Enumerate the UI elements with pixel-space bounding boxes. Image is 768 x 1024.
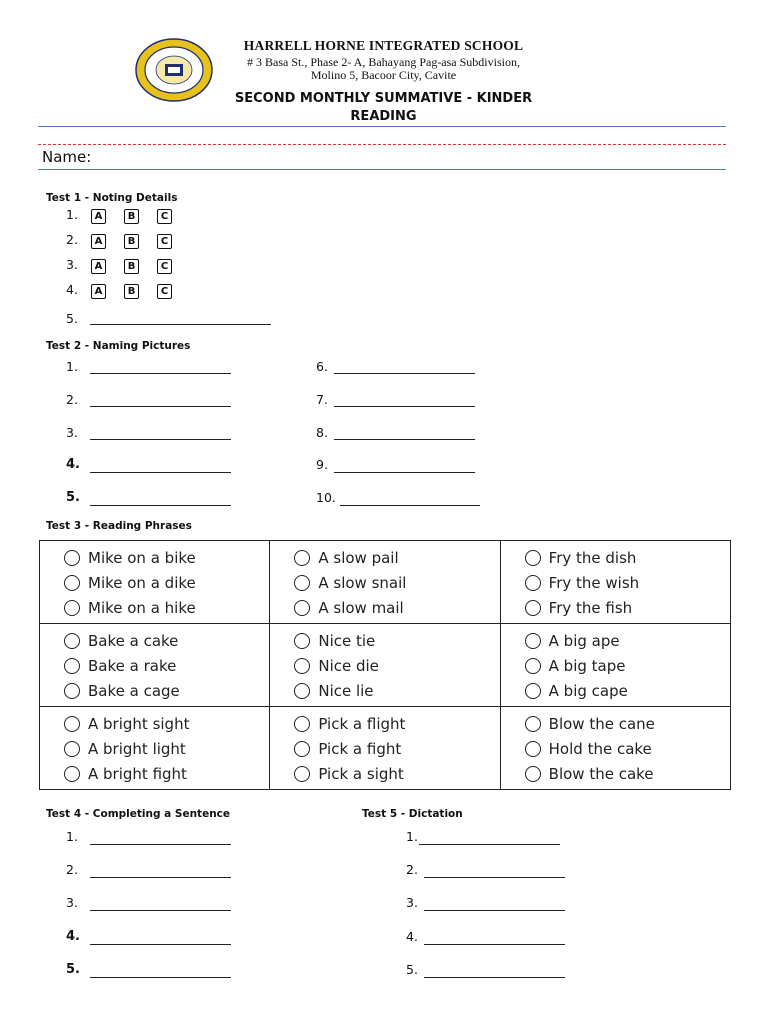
test1-number: 5. (66, 311, 78, 326)
test2-number: 5. (66, 490, 80, 505)
test5-title: Test 5 - Dictation (362, 808, 463, 820)
answer-line[interactable] (90, 406, 231, 407)
phrase-option[interactable] (525, 736, 730, 761)
choice-a-box[interactable]: A (91, 259, 106, 274)
test2-number: 7. (316, 392, 328, 407)
test1-number: 2. (66, 232, 78, 247)
header-rule-bottom (38, 169, 726, 170)
answer-line[interactable] (90, 472, 231, 473)
phrase-option[interactable] (294, 545, 499, 570)
answer-line[interactable] (334, 406, 475, 407)
test5-number: 1. (406, 829, 418, 844)
test1-number: 4. (66, 282, 78, 297)
test4-number: 5. (66, 962, 80, 977)
phrase-option[interactable] (294, 711, 499, 736)
test2-number: 9. (316, 457, 328, 472)
phrase-text: Blow the cane (548, 714, 655, 733)
phrase-text: A big tape (548, 656, 626, 675)
school-address-line1: # 3 Basa St., Phase 2- A, Bahayang Pag-asa Subdivision, (247, 55, 520, 69)
phrase-option[interactable] (294, 628, 499, 653)
name-dashed-rule (38, 144, 726, 145)
radio-circle-icon[interactable] (525, 600, 541, 616)
phrase-option[interactable] (64, 678, 269, 703)
phrase-option[interactable] (64, 711, 269, 736)
answer-line[interactable] (419, 844, 560, 845)
radio-circle-icon[interactable] (294, 550, 310, 566)
test4-number: 4. (66, 929, 80, 944)
radio-circle-icon[interactable] (64, 575, 80, 591)
radio-circle-icon[interactable] (294, 766, 310, 782)
phrase-text: Pick a flight (318, 714, 406, 733)
phrase-text: Mike on a dike (88, 573, 196, 592)
phrase-text: A slow pail (318, 548, 399, 567)
phrase-text: Fry the wish (548, 573, 640, 592)
choice-b-box[interactable]: B (124, 209, 139, 224)
phrase-option[interactable] (64, 545, 269, 570)
test3-title: Test 3 - Reading Phrases (46, 520, 192, 532)
phrase-option[interactable] (525, 628, 730, 653)
test2-number: 3. (66, 425, 78, 440)
answer-line[interactable] (424, 944, 565, 945)
phrase-text: Nice lie (318, 681, 374, 700)
test5-number: 2. (406, 862, 418, 877)
radio-circle-icon[interactable] (525, 575, 541, 591)
phrase-option[interactable] (525, 711, 730, 736)
phrase-option[interactable] (294, 761, 499, 786)
phrase-cell (40, 624, 270, 707)
phrase-option[interactable] (294, 736, 499, 761)
choice-a-box[interactable]: A (91, 234, 106, 249)
phrase-text: A big ape (548, 631, 620, 650)
phrase-text: Bake a cake (88, 631, 179, 650)
radio-circle-icon[interactable] (64, 741, 80, 757)
radio-circle-icon[interactable] (294, 600, 310, 616)
phrase-option[interactable] (525, 595, 730, 620)
radio-circle-icon[interactable] (64, 766, 80, 782)
answer-line[interactable] (90, 324, 271, 325)
choice-a-box[interactable]: A (91, 209, 106, 224)
phrase-cell (500, 624, 730, 707)
answer-line[interactable] (90, 977, 231, 978)
radio-circle-icon[interactable] (525, 741, 541, 757)
phrase-option[interactable] (525, 761, 730, 786)
phrase-option[interactable] (294, 678, 499, 703)
answer-line[interactable] (90, 505, 231, 506)
test2-number: 4. (66, 457, 80, 472)
radio-circle-icon[interactable] (294, 658, 310, 674)
test1-number: 1. (66, 207, 78, 222)
answer-line[interactable] (90, 373, 231, 374)
answer-line[interactable] (90, 844, 231, 845)
radio-circle-icon[interactable] (525, 633, 541, 649)
phrase-text: Nice tie (318, 631, 376, 650)
phrase-cell (500, 541, 730, 624)
radio-circle-icon[interactable] (294, 683, 310, 699)
phrase-option[interactable] (64, 595, 269, 620)
choice-b-box[interactable]: B (124, 234, 139, 249)
answer-line[interactable] (334, 439, 475, 440)
phrase-text: Nice die (318, 656, 379, 675)
header-rule-top (38, 126, 726, 127)
phrase-option[interactable] (525, 570, 730, 595)
answer-line[interactable] (424, 877, 565, 878)
exam-subject: READING (350, 109, 417, 124)
radio-circle-icon[interactable] (294, 575, 310, 591)
phrase-cell (500, 707, 730, 790)
phrase-option[interactable] (64, 736, 269, 761)
radio-circle-icon[interactable] (525, 716, 541, 732)
phrase-option[interactable] (294, 570, 499, 595)
school-name: HARRELL HORNE INTEGRATED SCHOOL (243, 38, 524, 53)
answer-line[interactable] (334, 472, 475, 473)
phrase-text: A slow mail (318, 598, 404, 617)
test4-number: 3. (66, 895, 78, 910)
choice-c-box[interactable]: C (157, 234, 172, 249)
phrase-option[interactable] (64, 570, 269, 595)
answer-line[interactable] (90, 910, 231, 911)
test2-number: 10. (316, 490, 336, 505)
table-row (40, 624, 731, 707)
choice-c-box[interactable]: C (157, 284, 172, 299)
radio-circle-icon[interactable] (525, 658, 541, 674)
school-address-line2: Molino 5, Bacoor City, Cavite (310, 68, 457, 82)
phrase-text: Bake a cage (88, 681, 180, 700)
phrase-text: A bright light (88, 739, 186, 758)
phrase-text: Hold the cake (548, 739, 652, 758)
radio-circle-icon[interactable] (525, 766, 541, 782)
phrase-text: A bright sight (88, 714, 190, 733)
phrase-text: Mike on a bike (88, 548, 196, 567)
test2-number: 1. (66, 359, 78, 374)
phrase-cell (270, 541, 500, 624)
answer-line[interactable] (90, 944, 231, 945)
choice-c-box[interactable]: C (157, 209, 172, 224)
phrase-text: A bright fight (88, 764, 187, 783)
answer-line[interactable] (424, 977, 565, 978)
table-row (40, 707, 731, 790)
test2-title: Test 2 - Naming Pictures (46, 340, 191, 352)
choice-b-box[interactable]: B (124, 259, 139, 274)
phrase-option[interactable] (525, 545, 730, 570)
reading-phrases-table (39, 540, 731, 790)
test5-number: 3. (406, 895, 418, 910)
test1-title: Test 1 - Noting Details (46, 192, 178, 204)
phrase-text: Pick a fight (318, 739, 402, 758)
phrase-text: Fry the fish (548, 598, 633, 617)
answer-line[interactable] (424, 910, 565, 911)
phrase-text: Mike on a hike (88, 598, 196, 617)
phrase-text: A slow snail (318, 573, 407, 592)
table-row (40, 541, 731, 624)
phrase-cell (270, 707, 500, 790)
answer-line[interactable] (90, 877, 231, 878)
test4-number: 1. (66, 829, 78, 844)
answer-line[interactable] (90, 439, 231, 440)
choice-c-box[interactable]: C (157, 259, 172, 274)
phrase-text: Blow the cake (548, 764, 654, 783)
answer-line[interactable] (340, 505, 480, 506)
phrase-text: Fry the dish (548, 548, 637, 567)
radio-circle-icon[interactable] (294, 716, 310, 732)
phrase-option[interactable] (525, 678, 730, 703)
choice-b-box[interactable]: B (124, 284, 139, 299)
radio-circle-icon[interactable] (64, 550, 80, 566)
phrase-text: Pick a sight (318, 764, 404, 783)
exam-title: SECOND MONTHLY SUMMATIVE - KINDER (234, 91, 533, 106)
name-label: Name: (42, 148, 92, 166)
test4-number: 2. (66, 862, 78, 877)
test2-number: 6. (316, 359, 328, 374)
test1-number: 3. (66, 257, 78, 272)
test4-title: Test 4 - Completing a Sentence (46, 808, 231, 820)
phrase-cell (40, 541, 270, 624)
test2-number: 2. (66, 392, 78, 407)
radio-circle-icon[interactable] (64, 633, 80, 649)
test2-number: 8. (316, 425, 328, 440)
phrase-option[interactable] (64, 628, 269, 653)
test5-number: 5. (406, 962, 418, 977)
radio-circle-icon[interactable] (64, 658, 80, 674)
radio-circle-icon[interactable] (64, 716, 80, 732)
phrase-option[interactable] (64, 653, 269, 678)
radio-circle-icon[interactable] (64, 683, 80, 699)
phrase-option[interactable] (294, 653, 499, 678)
answer-line[interactable] (334, 373, 475, 374)
radio-circle-icon[interactable] (294, 741, 310, 757)
phrase-option[interactable] (64, 761, 269, 786)
phrase-text: Bake a rake (88, 656, 177, 675)
phrase-text: A big cape (548, 681, 628, 700)
radio-circle-icon[interactable] (294, 633, 310, 649)
radio-circle-icon[interactable] (525, 550, 541, 566)
radio-circle-icon[interactable] (64, 600, 80, 616)
phrase-cell (40, 707, 270, 790)
phrase-cell (270, 624, 500, 707)
phrase-option[interactable] (294, 595, 499, 620)
phrase-option[interactable] (525, 653, 730, 678)
radio-circle-icon[interactable] (525, 683, 541, 699)
choice-a-box[interactable]: A (91, 284, 106, 299)
test5-number: 4. (406, 929, 418, 944)
